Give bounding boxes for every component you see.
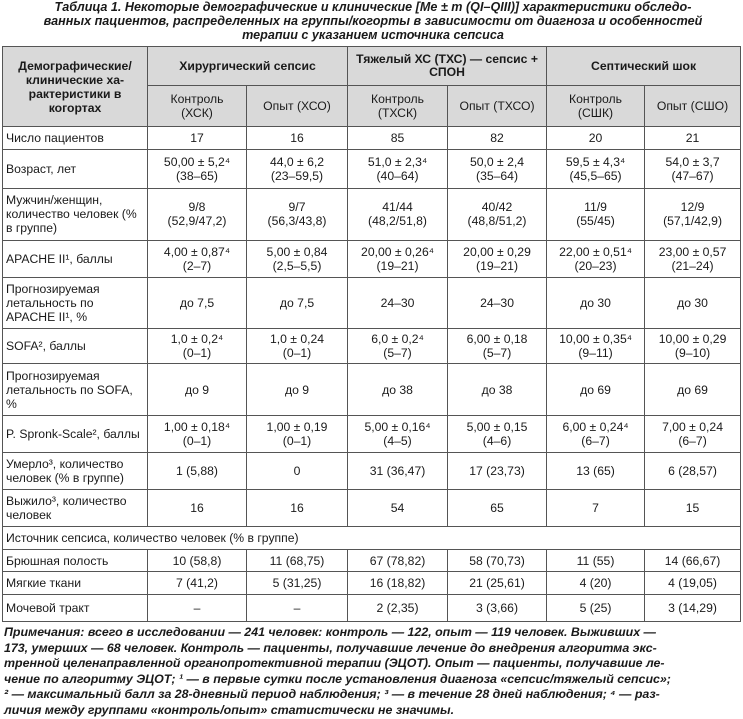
subgroup-header [148,86,247,127]
note-line: Примечания: всего в исследовании — 241 человек: контроль — 122, опыт — 119 человек. Выживших — [4,625,656,639]
table-cell [247,490,348,527]
table-cell [348,127,448,150]
row-label: Мягкие ткани [3,572,148,595]
cell-value: 51,0 ± 2,3⁴ [367,155,428,170]
note-line: чение по алгоритму ЭЦОТ; ¹ — в первые сутки после установления диагноза «сепсис/тяжелый сепсис»; [4,671,671,686]
cell-value: 7,00 ± 0,24 [662,419,723,434]
cell-value: 82 [490,131,504,146]
cell-value: 23,00 ± 0,57 [658,244,727,259]
table-row [3,277,741,329]
table-row [3,490,741,527]
cell-value: 3 (3,66) [476,601,519,616]
cell-value: (0–1) [182,433,212,448]
table-cell [148,595,247,622]
cell-value: (57,1/42,9) [663,214,723,229]
table-cell [448,549,547,572]
cell-value: 4 (20) [579,576,612,591]
cell-value: (19–21) [376,258,419,273]
cell-value: 6,0 ± 0,2⁴ [371,332,424,347]
note-line: тренной целенаправленной органопротективной терапии (ЭЦОТ). Опыт — пациенты, получавшие ле- [4,656,665,670]
table-cell [247,150,348,189]
cell-value: 85 [390,131,405,146]
table-cell [448,150,547,189]
cell-value: 22,00 ± 0,51⁴ [559,244,632,259]
cell-value: 7 [592,501,599,516]
table-cell [547,415,645,452]
cell-value: (47–67) [671,169,714,184]
cell-value: 14 (66,67) [664,553,721,568]
table-cell [448,452,547,489]
table-cell [348,364,448,416]
table-cell [645,150,741,189]
cell-value: (9–11) [578,346,613,361]
table-cell [547,572,645,595]
cell-value: 13 (65) [576,463,615,478]
table-row [3,329,741,364]
cell-value: (6–7) [581,433,610,448]
table-cell [247,595,348,622]
row-label: Брюшная полость [3,549,148,572]
note-line: 173, умерших — 68 человек. Контроль — пациенты, получавшие лечение до внедрения алгоритма экс- [4,640,657,655]
cell-value: 31 (36,47) [369,463,426,478]
table-cell [148,572,247,595]
cell-value: 17 [190,131,204,146]
cell-value: 5,00 ± 0,15 [466,419,528,434]
table-cell [148,150,247,189]
subgroup-header [247,86,348,127]
cell-value: 6 (28,57) [668,463,717,478]
table-cell [247,329,348,364]
note-line: ² — максимальный балл за 28-дневный период наблюдения; ³ — в течение 28 дней наблюдения; ⁴ — раз- [4,687,660,701]
cell-value: (4–5) [383,433,412,448]
cell-value: (2,5–5,5) [272,258,322,273]
cell-value: 21 [685,131,700,146]
table-row [3,127,741,150]
cell-value: (40–64) [376,169,419,184]
source-row [3,595,741,622]
cell-value: 1,00 ± 0,19 [266,419,328,434]
table-row [3,150,741,189]
cell-value: до 69 [677,382,708,397]
table-cell [348,572,448,595]
cell-value: 11/9 [584,200,607,215]
row-label: APACHE II¹, баллы [3,240,148,277]
subgroup-code: (СШК) [577,106,614,121]
row-label: Умерло³, количество человек (% в группе) [3,452,148,489]
cell-value: (9–10) [674,346,711,361]
cell-value: (6–7) [678,433,707,448]
table-cell [645,127,741,150]
cell-value: до 69 [580,382,611,397]
cell-value: (38–65) [175,169,218,184]
table-row [3,415,741,452]
cell-value: (19–21) [476,258,519,273]
table-cell [247,415,348,452]
cell-value: до 9 [284,382,310,397]
source-row [3,572,741,595]
table-notes [4,625,742,718]
cell-value: 20 [588,131,603,146]
table-cell [148,127,247,150]
cell-value: 10 (58,8) [172,553,222,568]
cell-value: 65 [490,501,504,516]
row-label: Возраст, лет [3,150,148,189]
cell-value: 21 (25,61) [469,576,525,591]
cell-value: 6,00 ± 0,18 [466,332,528,347]
subgroup-code: (ХСК) [181,106,213,121]
group-header-shock: Септический шок [547,47,741,86]
cell-value: (23–59,5) [270,169,324,184]
cell-value: (0–1) [282,433,312,448]
table-cell [448,490,547,527]
table-cell [247,240,348,277]
section-row [3,527,741,550]
cell-value: – [193,601,201,616]
cell-value: (45,5–65) [569,169,622,184]
subgroup-header [547,86,645,127]
cell-value: (48,8/51,2) [467,214,527,229]
table-cell [148,329,247,364]
table-cell [247,549,348,572]
corner-header: Демографические/ клинические ха- рактеристики в когортах [3,47,148,127]
table-cell [348,150,448,189]
cell-value: 16 [290,131,304,146]
cell-value: 5 (31,25) [272,576,322,591]
table-cell [448,595,547,622]
cell-value: (35–64) [476,169,519,184]
cell-value: (56,3/43,8) [267,214,327,229]
table-cell [645,189,741,241]
table-cell [348,240,448,277]
caption-line: терапии с указанием источника сепсиса [242,28,504,42]
table-cell [348,415,448,452]
subgroup-name: Контроль [371,92,424,107]
table-cell [148,415,247,452]
table-cell [448,572,547,595]
cell-value: 9/7 [288,200,306,215]
cell-value: (2–7) [182,258,212,273]
cell-value: 5,00 ± 0,84 [266,244,328,259]
table-cell [645,572,741,595]
cell-value: (0–1) [182,346,212,361]
table-cell [547,277,645,329]
cell-value: 67 (78,82) [369,553,426,568]
table-cell [448,240,547,277]
table-cell [247,277,348,329]
table-cell [348,189,448,241]
subgroup-name: Опыт (ХСО) [263,99,331,114]
cell-value: 12/9 [680,200,705,215]
table-cell [247,572,348,595]
cell-value: 41/44 [382,200,413,215]
cell-value: 4 (19,05) [668,576,717,591]
cell-value: 24–30 [380,296,415,311]
cell-value: (20–23) [574,258,617,273]
row-label: Прогнозируемая летальность по APACHE II¹, % [3,277,148,329]
cell-value: (55/45) [576,214,615,229]
cell-value: до 30 [580,296,611,311]
cell-value: 10,00 ± 0,35⁴ [559,332,632,347]
table-cell [547,329,645,364]
cell-value: 4,00 ± 0,87⁴ [163,244,231,259]
table-cell [645,595,741,622]
cell-value: – [293,601,301,616]
group-header-severe [348,47,547,86]
table-cell [148,364,247,416]
row-label: P. Spronk-Scale², баллы [3,415,148,452]
table-row [3,452,741,489]
table-cell [645,549,741,572]
table-cell [547,452,645,489]
table-cell [448,127,547,150]
cell-value: 15 [685,501,700,516]
cell-value: 5,00 ± 0,16⁴ [364,419,431,434]
table-row [3,364,741,416]
table-cell [645,452,741,489]
table-cell [448,415,547,452]
table-cell [348,452,448,489]
table-cell [645,277,741,329]
cell-value: 1 (5,88) [175,463,218,478]
cell-value: 16 (18,82) [369,576,426,591]
caption-line: ванных пациентов, распределенных на группы/когорты в зависимости от диагноза и особенностей [43,14,703,28]
cell-value: до 30 [677,296,708,311]
cell-value: до 7,5 [279,296,315,311]
group-header-severe-text: Тяжелый ХС (ТХС) — сепсис + СПОН [356,52,538,80]
cell-value: (48,2/51,8) [368,214,427,229]
table-cell [247,452,348,489]
table-cell [348,329,448,364]
table-cell [645,364,741,416]
cell-value: 50,00 ± 5,2⁴ [163,155,231,170]
cell-value: 50,0 ± 2,4 [469,155,525,170]
subgroup-name: Контроль [170,92,224,107]
table-cell [448,329,547,364]
cell-value: 1,0 ± 0,2⁴ [170,332,224,347]
cell-value: до 7,5 [179,296,215,311]
table-cell [348,277,448,329]
data-table [2,46,741,622]
cell-value: (4–6) [482,433,512,448]
cell-value: до 9 [184,382,210,397]
cell-value: 3 (14,29) [668,601,717,616]
cell-value: 6,00 ± 0,24⁴ [562,419,629,434]
cell-value: (5–7) [383,346,412,361]
table-cell [148,277,247,329]
table-cell [645,240,741,277]
cell-value: 11 (68,75) [269,553,325,568]
table-cell [547,490,645,527]
table-cell [348,490,448,527]
table-cell [348,549,448,572]
cell-value: 5 (25) [579,601,612,616]
cell-value: 1,00 ± 0,18⁴ [163,419,231,434]
table-cell [448,189,547,241]
table-cell [645,490,741,527]
subgroup-header [645,86,741,127]
note-line: личия между группами «контроль/опыт» статистически не значимы. [4,702,455,717]
row-label: SOFA², баллы [3,329,148,364]
table-cell [547,364,645,416]
cell-value: 58 (70,73) [469,553,525,568]
table-cell [448,277,547,329]
table-cell [348,595,448,622]
cell-value: 20,00 ± 0,29 [463,244,531,259]
cell-value: до 38 [382,382,413,397]
table-cell [547,127,645,150]
table-cell [148,490,247,527]
row-label: Число пациентов [3,127,148,150]
table-cell [547,150,645,189]
cell-value: 24–30 [480,296,514,311]
cell-value: 16 [290,501,304,516]
subgroup-header [448,86,547,127]
cell-value: 2 (2,35) [376,601,419,616]
cell-value: 0 [293,463,301,478]
subgroup-name: Опыт (СШО) [656,99,729,114]
table-caption [4,0,742,42]
table-cell [247,364,348,416]
source-row [3,549,741,572]
table-cell [547,240,645,277]
section-header: Источник сепсиса, количество человек (% в группе) [3,527,741,550]
table-cell [148,549,247,572]
subgroup-name: Опыт (ТХСО) [459,99,535,114]
cell-value: 17 (23,73) [469,463,525,478]
table-cell [547,189,645,241]
cell-value: 54 [390,501,405,516]
row-label: Мочевой тракт [3,595,148,622]
subgroup-header [348,86,448,127]
table-cell [645,415,741,452]
table-cell [148,189,247,241]
cell-value: 16 [190,501,204,516]
group-header-surgical: Хирургический сепсис [148,47,348,86]
row-label: Выжило³, количество человек [3,490,148,527]
table-cell [148,452,247,489]
table-cell [247,189,348,241]
cell-value: 10,00 ± 0,29 [658,332,727,347]
cell-value: (21–24) [671,258,714,273]
cell-value: 7 (41,2) [175,576,218,591]
subgroup-name: Контроль [569,92,622,107]
cell-value: 44,0 ± 6,2 [269,155,325,170]
table-row [3,189,741,241]
table-cell [247,127,348,150]
cell-value: до 38 [481,382,513,397]
row-label: Прогнозируемая летальность по SOFA, % [3,364,148,416]
table-cell [448,364,547,416]
cell-value: 40/42 [481,200,513,215]
table-row [3,240,741,277]
table-cell [547,549,645,572]
cell-value: 1,0 ± 0,24 [269,332,325,347]
caption-line: Таблица 1. Некоторые демографические и клинические [Me ± m (QI–QIII)] характеристики обследо- [54,0,692,14]
cell-value: (52,9/47,2) [167,214,227,229]
table-cell [547,595,645,622]
table-cell [148,240,247,277]
cell-value: 9/8 [188,200,206,215]
cell-value: (0–1) [282,346,312,361]
cell-value: 20,00 ± 0,26⁴ [361,244,434,259]
cell-value: 11 (55) [576,553,615,568]
cell-value: (5–7) [482,346,512,361]
cell-value: 59,5 ± 4,3⁴ [565,155,626,170]
table-cell [645,329,741,364]
row-label: Мужчин/женщин, количество человек (% в группе) [3,189,148,241]
cell-value: 54,0 ± 3,7 [665,155,720,170]
subgroup-code: (ТХСК) [377,106,418,121]
